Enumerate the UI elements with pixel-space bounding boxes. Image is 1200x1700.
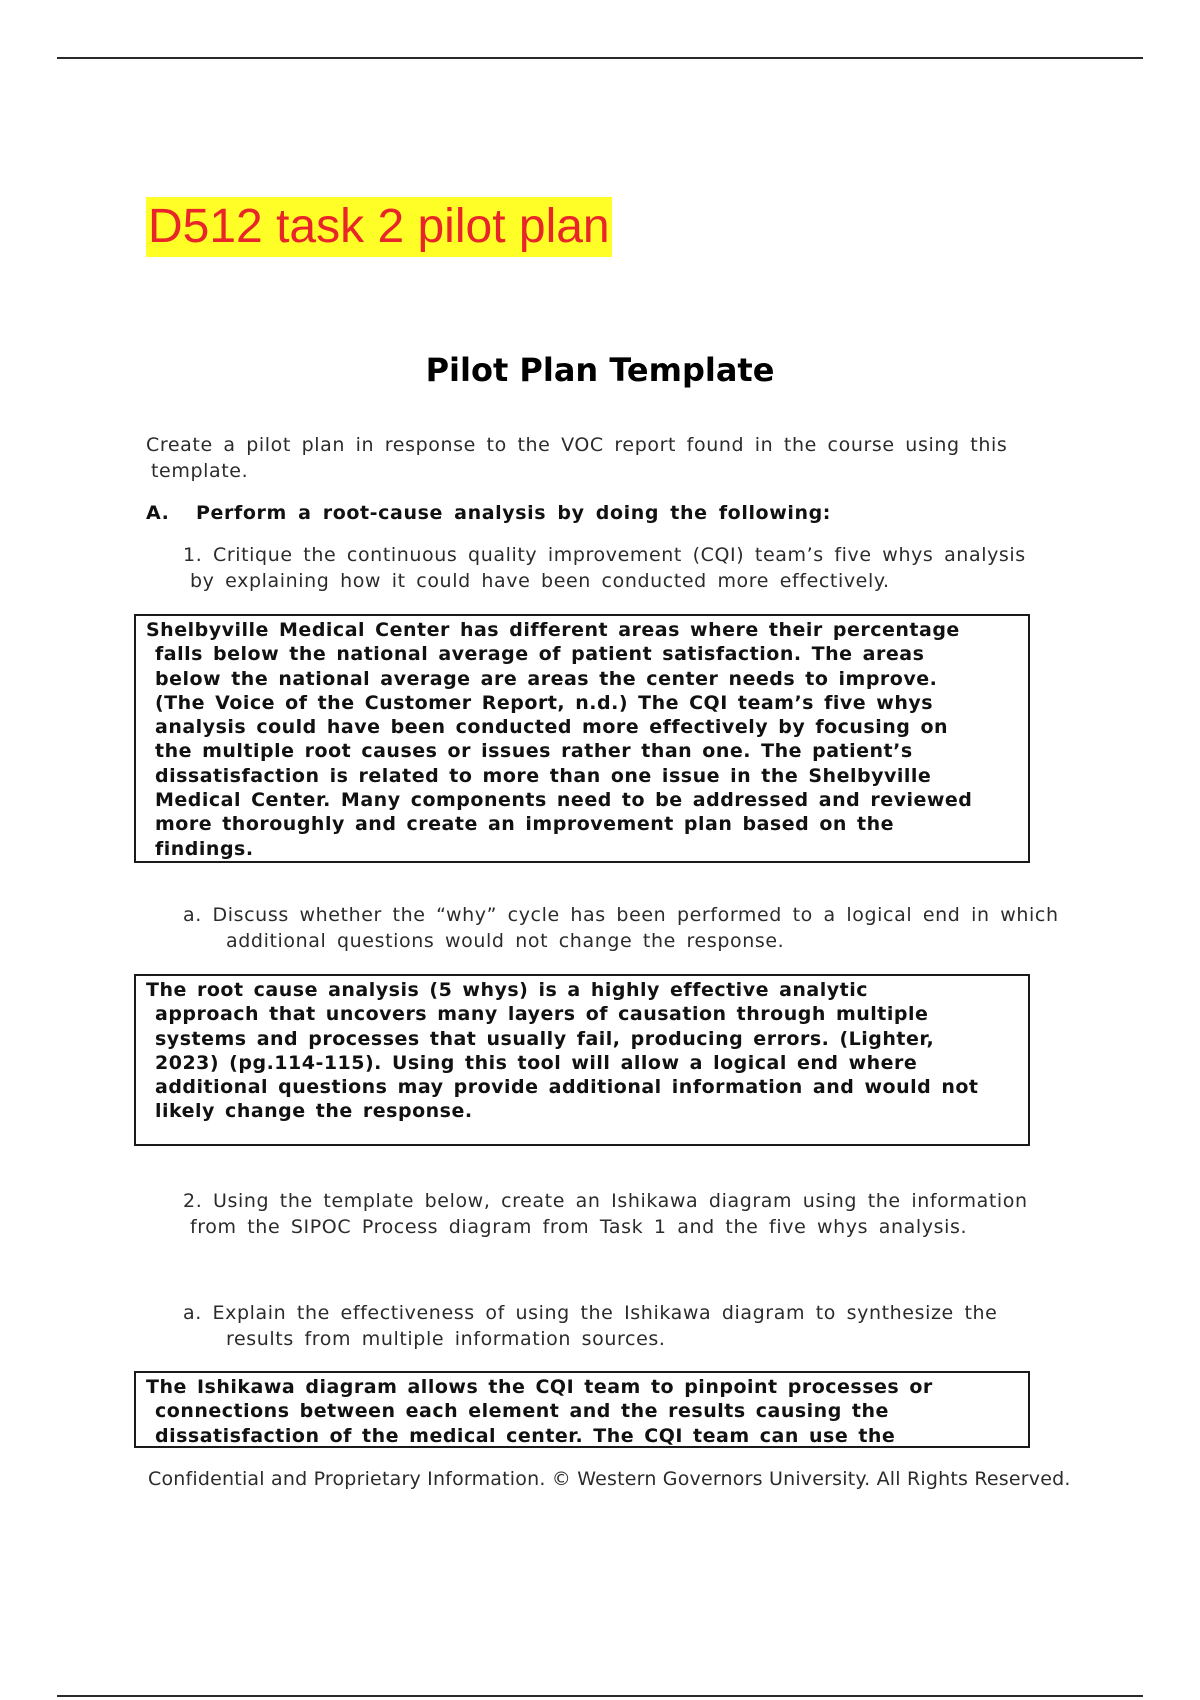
answer-2-line: likely change the response. — [155, 1100, 473, 1123]
answer-1-line: dissatisfaction is related to more than one issue in the Shelbyville — [155, 764, 932, 787]
answer-3-line: dissatisfaction of the medical center. The CQI team can use the — [155, 1424, 896, 1447]
answer-box-3 — [134, 1371, 1030, 1448]
answer-1-line: more thoroughly and create an improvement plan based on the — [155, 813, 895, 836]
template-heading: Pilot Plan Template — [425, 351, 775, 389]
answer-1-line: analysis could have been conducted more effectively by focusing on — [155, 716, 949, 739]
answer-3-line: The Ishikawa diagram allows the CQI team to pinpoint processes or — [146, 1376, 933, 1398]
copyright-footer: Confidential and Proprietary Information. © Western Governors University. All Rights Reserved. — [148, 1468, 1071, 1490]
question-1-line-2: by explaining how it could have been conducted more effectively. — [190, 570, 890, 592]
answer-2-line: approach that uncovers many layers of causation through multiple — [155, 1003, 929, 1026]
question-2-line-1: 2. Using the template below, create an Ishikawa diagram using the information — [183, 1190, 1028, 1212]
answer-2-line: The root cause analysis (5 whys) is a highly effective analytic — [146, 979, 869, 1001]
answer-2-line: 2023) (pg.114-115). Using this tool will allow a logical end where — [155, 1051, 918, 1074]
question-1 — [183, 542, 1026, 594]
answer-1-line: Shelbyville Medical Center has different areas where their percentage — [146, 619, 960, 641]
question-1a-line-1: a. Discuss whether the “why” cycle has been performed to a logical end in which — [183, 904, 1059, 926]
answer-1-line: below the national average are areas the center needs to improve. — [155, 667, 938, 690]
question-2a-line-1: a. Explain the effectiveness of using the Ishikawa diagram to synthesize the — [183, 1302, 998, 1324]
section-a-heading — [146, 500, 831, 526]
question-2-line-2: from the SIPOC Process diagram from Task 1 and the five whys analysis. — [190, 1216, 968, 1238]
question-2a — [183, 1300, 997, 1352]
question-1a — [183, 902, 1059, 954]
intro-line-2: template. — [151, 460, 249, 482]
question-1a-line-2: additional questions would not change the response. — [226, 930, 785, 952]
intro-line-1: Create a pilot plan in response to the VOC report found in the course using this — [146, 434, 1008, 456]
answer-1-line: findings. — [155, 837, 254, 860]
answer-2-line: additional questions may provide additional information and would not — [155, 1076, 979, 1099]
document-title: D512 task 2 pilot plan — [146, 197, 612, 257]
section-a-text: Perform a root-cause analysis by doing the following: — [196, 502, 832, 524]
section-a-letter: A. — [146, 502, 170, 524]
answer-box-1 — [134, 614, 1030, 863]
intro-paragraph — [146, 432, 1007, 484]
bottom-rule — [57, 1695, 1143, 1697]
answer-1-line: (The Voice of the Customer Report, n.d.) The CQI team’s five whys — [155, 691, 934, 714]
question-2 — [183, 1188, 1028, 1240]
answer-1-line: Medical Center. Many components need to be addressed and reviewed — [155, 789, 973, 812]
top-rule — [57, 57, 1143, 59]
answer-1-line: falls below the national average of patient satisfaction. The areas — [155, 643, 925, 666]
answer-1-line: the multiple root causes or issues rather than one. The patient’s — [155, 740, 913, 763]
question-1-line-1: 1. Critique the continuous quality improvement (CQI) team’s five whys analysis — [183, 544, 1026, 566]
answer-box-2 — [134, 974, 1030, 1146]
answer-3-line: connections between each element and the results causing the — [155, 1400, 889, 1423]
answer-2-line: systems and processes that usually fail, producing errors. (Lighter, — [155, 1027, 935, 1050]
question-2a-line-2: results from multiple information sources. — [226, 1328, 666, 1350]
